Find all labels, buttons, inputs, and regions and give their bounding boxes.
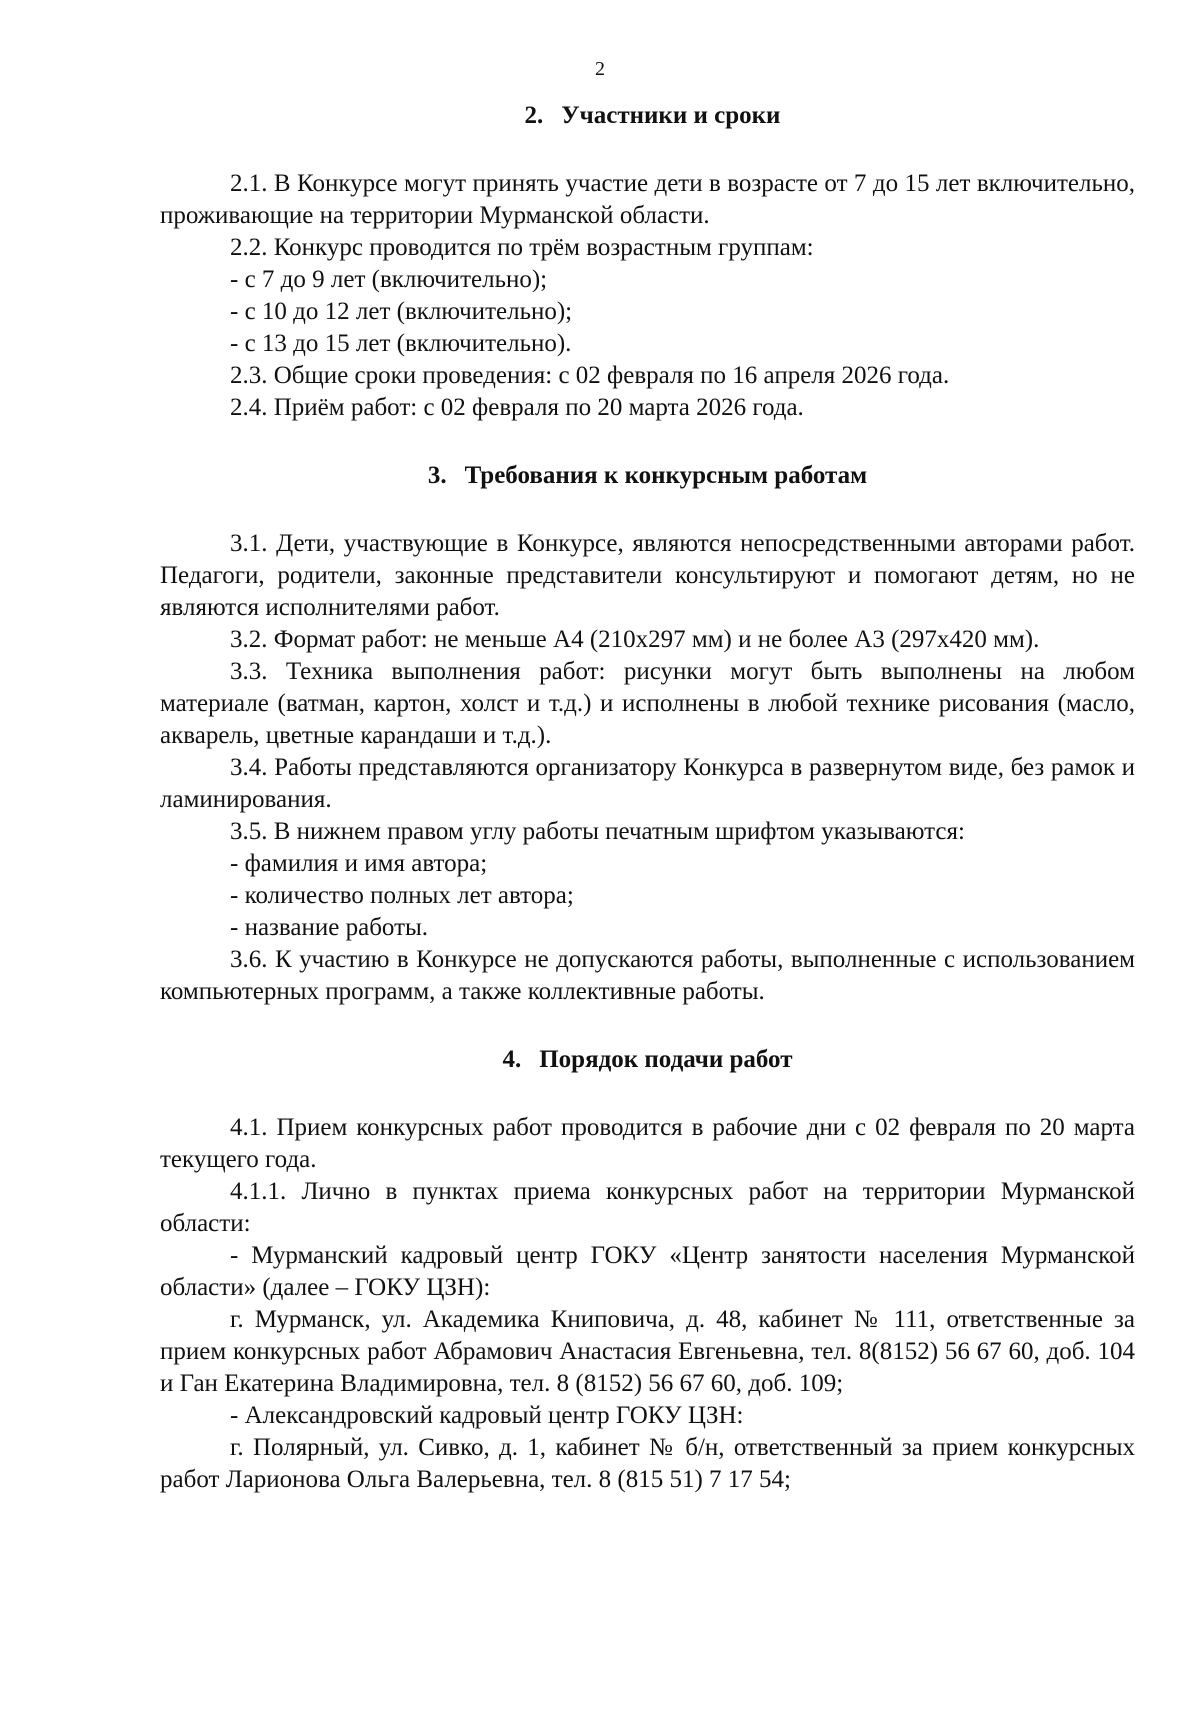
- section-number: 2.: [524, 102, 544, 129]
- label-item: - фамилия и имя автора;: [230, 850, 488, 877]
- paragraph-3-5: 3.5. В нижнем правом углу работы печатным шрифтом указываются:: [230, 818, 965, 845]
- paragraph-2-1: 2.1. В Конкурсе могут принять участие дети в возрасте от 7 до 15 лет включительно, проживающие на территории Мурманской области.: [160, 170, 1135, 229]
- section-title: Участники и сроки: [561, 102, 781, 129]
- section-title: Порядок подачи работ: [539, 1046, 793, 1073]
- address-polyarny: г. Полярный, ул. Сивко, д. 1, кабинет № б/н, ответственный за прием конкурсных работ Ларионова Ольга Валерьевна, тел. 8 (815 51) 7 17 54;: [160, 1434, 1135, 1493]
- center-murmansk: - Мурманский кадровый центр ГОКУ «Центр занятости населения Мурманской области» (далее – ГОКУ ЦЗН):: [160, 1242, 1135, 1301]
- center-aleksandrovsk: - Александровский кадровый центр ГОКУ ЦЗН:: [230, 1402, 744, 1429]
- page-number: 2: [595, 58, 605, 80]
- section-title: Требования к конкурсным работам: [464, 462, 868, 489]
- section-heading: [160, 1044, 1135, 1076]
- section-number: 4.: [502, 1046, 522, 1073]
- paragraph-3-2: 3.2. Формат работ: не меньше А4 (210х297 мм) и не более А3 (297х420 мм).: [230, 626, 1040, 653]
- section-submission: [160, 1044, 1135, 1496]
- paragraph-2-4: 2.4. Приём работ: с 02 февраля по 20 марта 2026 года.: [230, 394, 804, 421]
- paragraph-4-1-1: 4.1.1. Лично в пунктах приема конкурсных работ на территории Мурманской области:: [160, 1178, 1135, 1237]
- paragraph-3-4: 3.4. Работы представляются организатору Конкурса в развернутом виде, без рамок и ламинирования.: [160, 754, 1135, 813]
- section-number: 3.: [427, 462, 447, 489]
- label-item: - количество полных лет автора;: [230, 882, 574, 909]
- paragraph-3-1: 3.1. Дети, участвующие в Конкурсе, являются непосредственными авторами работ. Педагоги, родители, законные представители консультируют и помогают детям, но не являются исполнителями работ.: [160, 530, 1135, 621]
- paragraph-3-3: 3.3. Техника выполнения работ: рисунки могут быть выполнены на любом материале (ватман, картон, холст и т.д.) и исполнены в любой технике рисования (масло, акварель, цветные карандаши и т.д.).: [160, 658, 1135, 749]
- age-group-item: - с 10 до 12 лет (включительно);: [230, 298, 573, 325]
- paragraph-2-2: 2.2. Конкурс проводится по трём возрастным группам:: [230, 234, 814, 261]
- label-item: - название работы.: [230, 914, 429, 941]
- section-heading: [170, 100, 1135, 132]
- section-heading: [160, 460, 1135, 492]
- address-murmansk: г. Мурманск, ул. Академика Книповича, д. 48, кабинет № 111, ответственные за прием конкурсных работ Абрамович Анастасия Евгеньевна, тел. 8(8152) 56 67 60, доб. 104 и Ган Екатерина Владимировна, тел. 8 (8152) 56 67 60, доб. 109;: [160, 1306, 1135, 1397]
- age-group-item: - с 13 до 15 лет (включительно).: [230, 330, 572, 357]
- document-body: [160, 100, 1135, 1532]
- section-participants: [160, 100, 1135, 424]
- paragraph-2-3: 2.3. Общие сроки проведения: с 02 февраля по 16 апреля 2026 года.: [230, 362, 950, 389]
- paragraph-4-1: 4.1. Прием конкурсных работ проводится в рабочие дни с 02 февраля по 20 марта текущего года.: [160, 1114, 1135, 1173]
- section-requirements: [160, 460, 1135, 1008]
- age-group-item: - с 7 до 9 лет (включительно);: [230, 266, 548, 293]
- paragraph-3-6: 3.6. К участию в Конкурсе не допускаются работы, выполненные с использованием компьютерных программ, а также коллективные работы.: [160, 946, 1135, 1005]
